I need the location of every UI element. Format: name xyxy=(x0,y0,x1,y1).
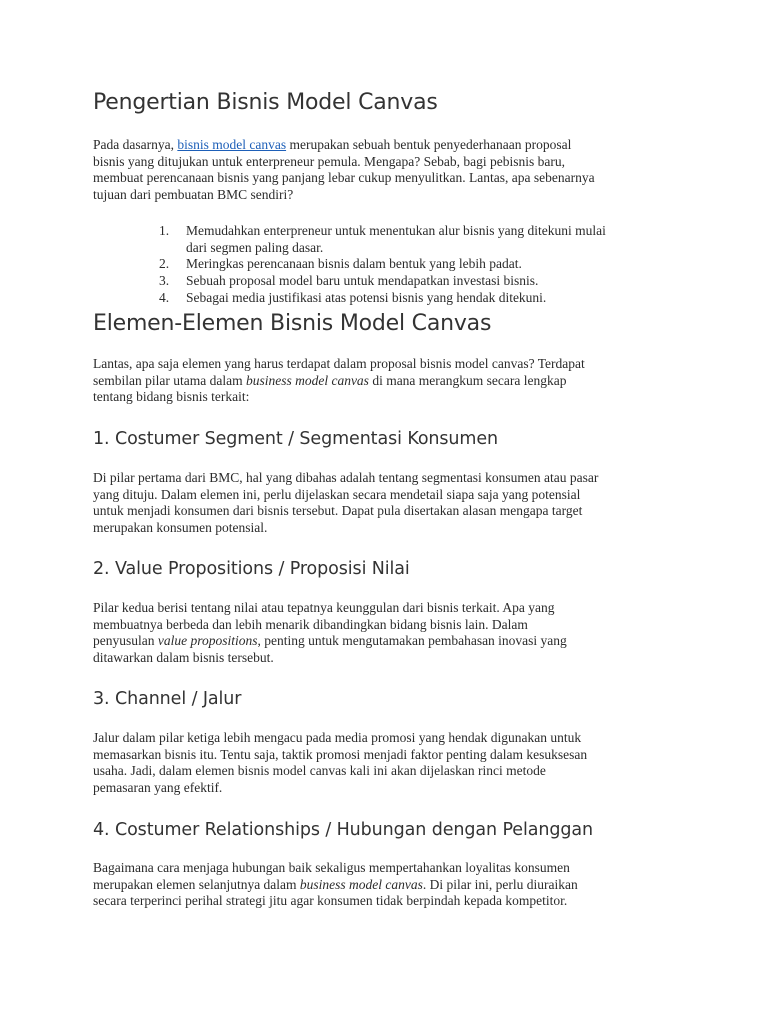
heading-pengertian: Pengertian Bisnis Model Canvas xyxy=(93,90,438,115)
list-item-line: Sebagai media justifikasi atas potensi bisnis yang hendak ditekuni. xyxy=(186,289,547,305)
paragraph-line: pemasaran yang efektif. xyxy=(93,780,223,796)
paragraph-line: memasarkan bisnis itu. Tentu saja, taktik promosi menjadi faktor penting dalam kesuksesan xyxy=(93,746,588,762)
list-number: 3. xyxy=(159,273,170,289)
italic-term: business model canvas xyxy=(299,876,423,892)
paragraph-line: merupakan konsumen potensial. xyxy=(93,520,268,536)
text-run: Pada dasarnya, xyxy=(93,137,178,152)
paragraph-line: bisnis yang ditujukan untuk enterpreneur pemula. Mengapa? Sebab, bagi pebisnis baru, xyxy=(93,153,566,169)
text-run: merupakan sebuah bentuk penyederhanaan proposal xyxy=(286,137,572,152)
paragraph-line: ditawarkan dalam bisnis tersebut. xyxy=(93,650,274,666)
list-number: 4. xyxy=(159,289,170,305)
paragraph-line: yang dituju. Dalam elemen ini, perlu dijelaskan secara mendetail siapa saja yang potensial xyxy=(93,486,581,502)
bmc-purpose-list xyxy=(155,223,695,307)
heading-customer-relationships: 4. Costumer Relationships / Hubungan dengan Pelanggan xyxy=(93,820,593,840)
paragraph-line: Pilar kedua berisi tentang nilai atau tepatnya keunggulan dari bisnis terkait. Apa yang xyxy=(93,600,555,615)
list-item xyxy=(155,290,695,307)
paragraph-line: Bagaimana cara menjaga hubungan baik sekaligus mempertahankan loyalitas konsumen xyxy=(93,860,570,875)
paragraph-line: usaha. Jadi, dalam elemen bisnis model canvas kali ini akan dijelaskan rinci metode xyxy=(93,763,546,779)
list-item xyxy=(155,223,695,256)
list-item-line: Memudahkan enterpreneur untuk menentukan alur bisnis yang ditekuni mulai xyxy=(186,223,606,238)
paragraph-line: tujuan dari pembuatan BMC sendiri? xyxy=(93,187,294,203)
text-run: sembilan pilar utama dalam xyxy=(93,372,246,388)
heading-customer-segment: 1. Costumer Segment / Segmentasi Konsumen xyxy=(93,429,499,449)
list-number: 2. xyxy=(159,256,170,272)
paragraph-line: membuatnya berbeda dan lebih menarik dibandingkan bidang bisnis lain. Dalam xyxy=(93,616,528,632)
paragraph-line: Lantas, apa saja elemen yang harus terdapat dalam proposal bisnis model canvas? Terdapat xyxy=(93,356,585,371)
paragraph-line: membuat perencanaan bisnis yang panjang lebar cukup menyulitkan. Lantas, apa sebenarnya xyxy=(93,170,595,186)
paragraph-line xyxy=(93,373,683,390)
list-item xyxy=(155,256,695,273)
heading-elemen: Elemen-Elemen Bisnis Model Canvas xyxy=(93,311,492,336)
list-item-line: Meringkas perencanaan bisnis dalam bentuk yang lebih padat. xyxy=(186,256,522,272)
bisnis-model-canvas-link[interactable]: bisnis model canvas xyxy=(177,137,287,152)
paragraph-value-propositions xyxy=(93,600,683,667)
paragraph-line: secara terperinci perihal strategi jitu agar konsumen tidak berpindah kepada kompetitor. xyxy=(93,893,568,909)
text-run: merupakan elemen selanjutnya dalam xyxy=(93,876,300,892)
paragraph-line: untuk menjadi konsumen dari bisnis tersebut. Dapat pula disertakan alasan mengapa target xyxy=(93,503,583,519)
list-item xyxy=(155,273,695,290)
list-item-line: dari segmen paling dasar. xyxy=(186,239,324,255)
text-run: , penting untuk mengutamakan pembahasan inovasi yang xyxy=(257,633,567,649)
list-item-line: Sebuah proposal model baru untuk mendapatkan investasi bisnis. xyxy=(186,273,539,289)
paragraph-line: Jalur dalam pilar ketiga lebih mengacu pada media promosi yang hendak digunakan untuk xyxy=(93,730,582,745)
paragraph-customer-relationships xyxy=(93,860,683,910)
paragraph-line: tentang bidang bisnis terkait: xyxy=(93,389,250,405)
text-run: penyusulan xyxy=(93,633,158,649)
paragraph-pengertian xyxy=(93,137,683,204)
paragraph-customer-segment xyxy=(93,470,683,537)
list-number: 1. xyxy=(159,223,170,238)
heading-channel: 3. Channel / Jalur xyxy=(93,689,242,709)
italic-term: business model canvas xyxy=(245,372,369,388)
text-run: . Di pilar ini, perlu diuraikan xyxy=(422,876,578,892)
paragraph-line xyxy=(93,633,683,650)
paragraph-line xyxy=(93,137,683,154)
heading-value-propositions: 2. Value Propositions / Proposisi Nilai xyxy=(93,559,410,579)
paragraph-line xyxy=(93,877,683,894)
italic-term: value propositions xyxy=(157,633,258,649)
paragraph-elemen xyxy=(93,356,683,406)
text-run: di mana merangkum secara lengkap xyxy=(368,372,567,388)
paragraph-channel xyxy=(93,730,683,797)
paragraph-line: Di pilar pertama dari BMC, hal yang dibahas adalah tentang segmentasi konsumen atau pasar xyxy=(93,470,599,485)
